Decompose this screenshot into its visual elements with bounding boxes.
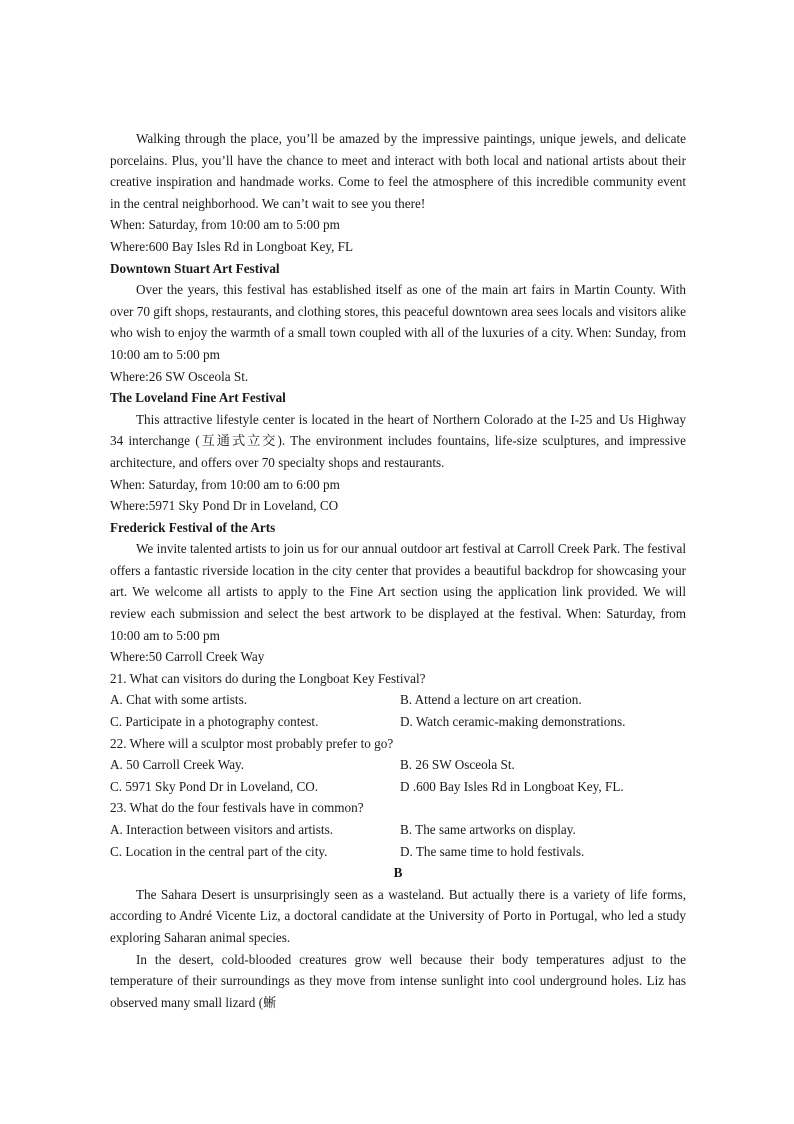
festival-4-paragraph: We invite talented artists to join us for our annual outdoor art festival at Carroll Creek Park. The festival offers a fantastic riverside location in the city center that provides a beautiful backdrop for showcasing your art. We welcome all artists to apply to the Fine Art section using the application link provided. We will review each submission and select the best artwork to be displayed at the festival. When: Saturday, from 10:00 am to 5:00 pm [110,541,686,643]
festival-1-when: When: Saturday, from 10:00 am to 5:00 pm [110,217,340,233]
question-23-stem: 23. What do the four festivals have in common? [110,800,364,816]
passage-b-paragraph-2: In the desert, cold-blooded creatures grow well because their body temperatures adjust to the temperature of their surroundings as they move from intense sunlight into cool underground holes. Liz has observed many small lizard (蜥 [110,951,686,1010]
question-23-options-row-2 [110,841,686,863]
question-21-option-c: C. Participate in a photography contest. [110,714,319,730]
festival-1-where: Where:600 Bay Isles Rd in Longboat Key, FL [110,238,354,254]
section-b-label: B [393,865,403,881]
question-22-option-d: D .600 Bay Isles Rd in Longboat Key, FL. [400,778,624,794]
festival-3-when: When: Saturday, from 10:00 am to 6:00 pm [110,476,340,492]
question-23-option-c: C. Location in the central part of the city. [110,843,328,859]
festival-3-heading: The Loveland Fine Art Festival [110,390,286,406]
festival-4-heading: Frederick Festival of the Arts [110,519,276,535]
question-22-options-row-2 [110,776,686,798]
question-21-stem: 21. What can visitors do during the Longboat Key Festival? [110,670,426,686]
festival-2-heading: Downtown Stuart Art Festival [110,260,280,276]
question-21-option-a: A. Chat with some artists. [110,692,247,708]
festival-2-paragraph: Over the years, this festival has established itself as one of the main art fairs in Martin County. With over 70 gift shops, restaurants, and clothing stores, this peaceful downtown area sees locals and visitors alike who wish to enjoy the warmth of a small town coupled with all of the luxuries of a city. When: Sunday, from 10:00 am to 5:00 pm [110,282,686,362]
festival-3-where: Where:5971 Sky Pond Dr in Loveland, CO [110,498,339,514]
question-23-option-d: D. The same time to hold festivals. [400,843,585,859]
passage-a-paragraph-1: Walking through the place, you’ll be amazed by the impressive paintings, unique jewels, and delicate porcelains. Plus, you’ll have the chance to meet and interact with both local and national artists about their creative inspiration and handmade works. Come to feel the atmosphere of this incredible community event in the central neighborhood. We can’t wait to see you there! [110,131,686,211]
question-23-option-a: A. Interaction between visitors and artists. [110,822,334,837]
question-23-option-b: B. The same artworks on display. [400,822,576,837]
festival-2-where: Where:26 SW Osceola St. [110,368,249,384]
festival-4-where: Where:50 Carroll Creek Way [110,649,265,665]
question-22-stem: 22. Where will a sculptor most probably prefer to go? [110,735,394,751]
question-22-option-a: A. 50 Carroll Creek Way. [110,757,245,773]
question-22-options-row-1 [110,754,686,776]
question-21-option-d: D. Watch ceramic-making demonstrations. [400,714,626,730]
question-22-option-c: C. 5971 Sky Pond Dr in Loveland, CO. [110,778,319,794]
festival-3-paragraph: This attractive lifestyle center is located in the heart of Northern Colorado at the I-25 and Us Highway 34 interchange (互通式立交). The environment includes fountains, life-size sculptures, and impressive architecture, and offers over 70 specialty shops and restaurants. [110,411,686,470]
question-21-options-row-1 [110,689,686,711]
question-23-options-row-1 [110,819,686,841]
passage-b-paragraph-1: The Sahara Desert is unsurprisingly seen as a wasteland. But actually there is a variety of life forms, according to André Vicente Liz, a doctoral candidate at the University of Porto in Portugal, who led a study exploring Saharan animal species. [110,886,686,945]
question-22-option-b: B. 26 SW Osceola St. [400,757,515,773]
question-21-option-b: B. Attend a lecture on art creation. [400,692,582,708]
question-21-options-row-2 [110,711,686,733]
